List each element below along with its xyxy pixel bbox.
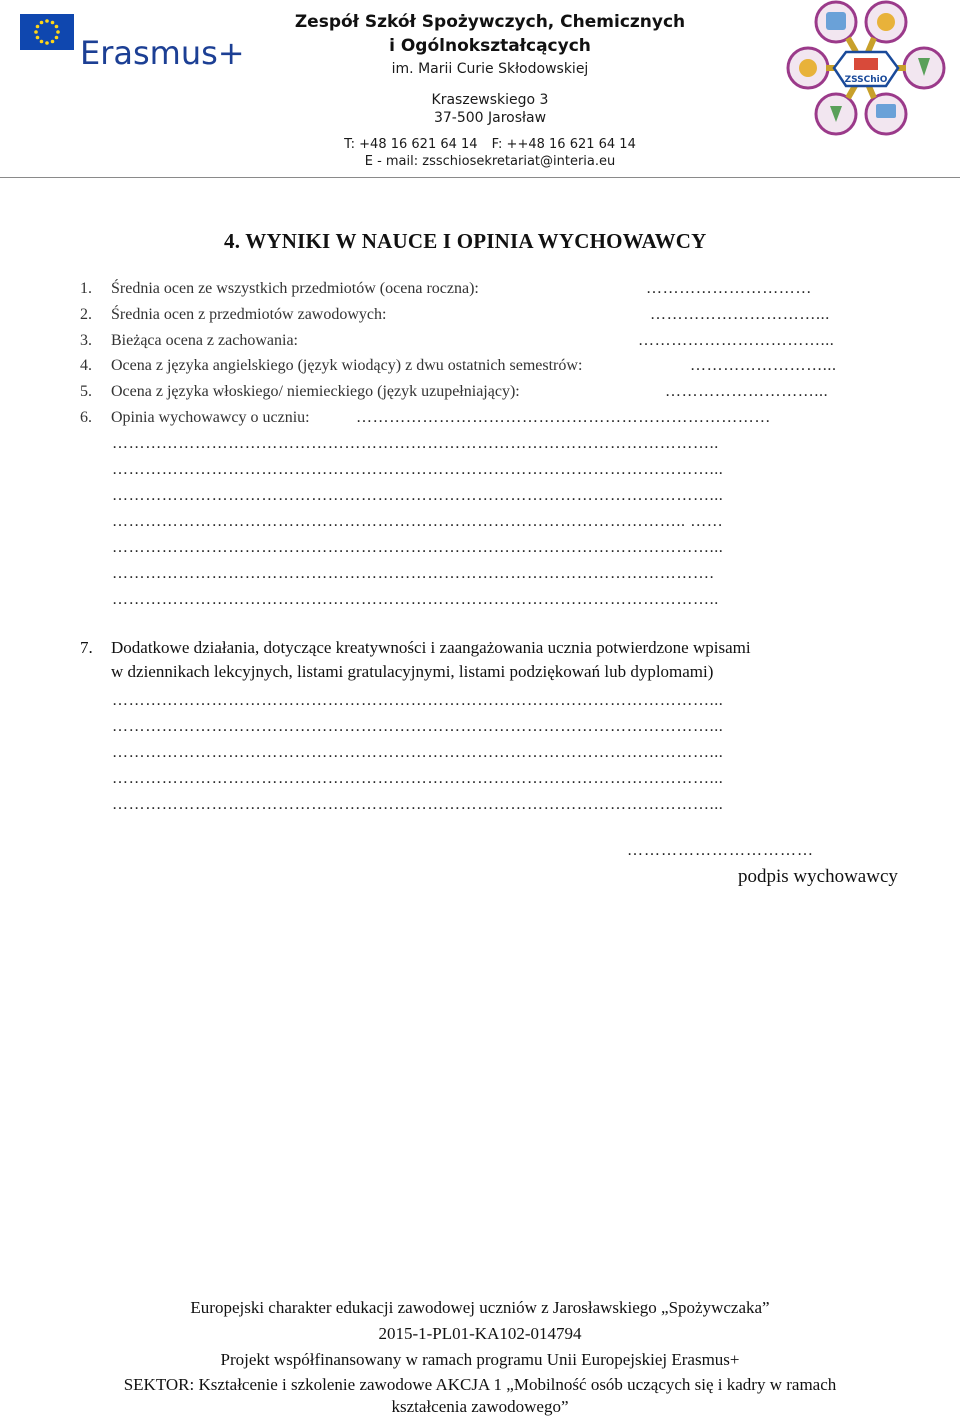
activities-line[interactable]: ………………………………………………………………………………………………... bbox=[112, 718, 724, 735]
school-patron: im. Marii Curie Skłodowskiej bbox=[391, 61, 589, 77]
erasmus-plus-logo bbox=[20, 14, 245, 72]
answer-field-5[interactable]: ………………………... bbox=[665, 383, 829, 400]
section-title: 4. WYNIKI W NAUCE I OPINIA WYCHOWAWCY bbox=[224, 229, 707, 253]
question-6 bbox=[80, 409, 310, 427]
question-7 bbox=[80, 636, 751, 684]
postal-address: 37-500 Jarosław bbox=[433, 110, 547, 126]
street-address: Kraszewskiego 3 bbox=[431, 92, 549, 108]
answer-field-2[interactable]: …………………………... bbox=[650, 306, 830, 323]
activities-line[interactable]: ………………………………………………………………………………………………... bbox=[112, 796, 724, 813]
question-number: 7. bbox=[80, 638, 93, 657]
opinion-line[interactable]: ………………………………………………………………………………………….. …… bbox=[112, 513, 724, 530]
opinion-line[interactable]: ………………………………………………………………………………………………... bbox=[112, 539, 724, 556]
question-number: 3. bbox=[80, 332, 92, 349]
activities-line[interactable]: ………………………………………………………………………………………………... bbox=[112, 770, 724, 787]
header-divider bbox=[0, 177, 960, 178]
opinion-line[interactable]: ………………………………………………………………………………………………. bbox=[112, 565, 715, 582]
question-text: Średnia ocen z przedmiotów zawodowych: bbox=[111, 306, 387, 323]
question-number: 2. bbox=[80, 306, 92, 323]
question-5 bbox=[80, 383, 520, 401]
question-text: Opinia wychowawcy o uczniu: bbox=[111, 409, 310, 426]
answer-field-3[interactable]: ……………………………... bbox=[638, 332, 835, 349]
question-text: Bieżąca ocena z zachowania: bbox=[111, 332, 298, 349]
answer-field-1[interactable]: ………………………… bbox=[646, 280, 812, 297]
signature-label: podpis wychowawcy bbox=[738, 866, 898, 887]
fax-number: F: ++48 16 621 64 14 bbox=[491, 137, 636, 152]
question-number: 6. bbox=[80, 409, 92, 426]
footer-cofinancing: Projekt współfinansowany w ramach programu Unii Europejskiej Erasmus+ bbox=[220, 1350, 740, 1369]
contact-row bbox=[230, 136, 750, 153]
question-1 bbox=[80, 280, 479, 298]
footer-sector: SEKTOR: Kształcenie i szkolenie zawodowe AKCJA 1 „Mobilność osób uczących się i kadry w ramach bbox=[123, 1375, 837, 1394]
answer-field-6[interactable]: ………………………………………………………………… bbox=[356, 409, 771, 426]
school-name-line2: i Ogólnokształcących bbox=[389, 36, 591, 56]
question-4 bbox=[80, 357, 582, 375]
question-text: Ocena z języka angielskiego (język wiodący) z dwu ostatnich semestrów: bbox=[111, 357, 583, 374]
question-2 bbox=[80, 306, 386, 324]
school-header bbox=[230, 10, 750, 170]
school-logo bbox=[786, 0, 946, 158]
school-name-line1: Zespół Szkół Spożywczych, Chemicznych bbox=[294, 12, 686, 32]
erasmus-wordmark: Erasmus+ bbox=[80, 34, 245, 72]
opinion-line[interactable]: ………………………………………………………………………………………………... bbox=[112, 461, 724, 478]
footer-project-number: 2015-1-PL01-KA102-014794 bbox=[378, 1324, 582, 1343]
question-number: 4. bbox=[80, 357, 92, 374]
question-7-text-line2: w dziennikach lekcyjnych, listami gratulacyjnymi, listami podziękowań lub dyplomami) bbox=[111, 662, 714, 681]
question-number: 5. bbox=[80, 383, 92, 400]
footer-sector-cont: kształcenia zawodowego” bbox=[391, 1397, 569, 1416]
question-text: Średnia ocen ze wszystkich przedmiotów (ocena roczna): bbox=[111, 280, 479, 297]
school-logo-text: ZSSChiO bbox=[844, 75, 888, 85]
footer-project-title: Europejski charakter edukacji zawodowej uczniów z Jarosławskiego „Spożywczaka” bbox=[190, 1298, 770, 1317]
question-7-text-line1: Dodatkowe działania, dotyczące kreatywności i zaangażowania ucznia potwierdzone wpisami bbox=[111, 638, 751, 657]
signature-field[interactable]: …………………………… bbox=[627, 842, 814, 859]
phone-number: T: +48 16 621 64 14 bbox=[344, 137, 478, 152]
email-address: E - mail: zsschiosekretariat@interia.eu bbox=[364, 154, 616, 169]
opinion-line[interactable]: ……………………………………………………………………………………………….. bbox=[112, 435, 719, 452]
question-number: 1. bbox=[80, 280, 92, 297]
activities-line[interactable]: ………………………………………………………………………………………………... bbox=[112, 692, 724, 709]
opinion-line[interactable]: ………………………………………………………………………………………………... bbox=[112, 487, 724, 504]
activities-line[interactable]: ………………………………………………………………………………………………... bbox=[112, 744, 724, 761]
opinion-line[interactable]: ……………………………………………………………………………………………….. bbox=[112, 591, 719, 608]
question-3 bbox=[80, 332, 298, 350]
question-text: Ocena z języka włoskiego/ niemieckiego (język uzupełniający): bbox=[111, 383, 520, 400]
answer-field-4[interactable]: ……………………... bbox=[690, 357, 837, 374]
